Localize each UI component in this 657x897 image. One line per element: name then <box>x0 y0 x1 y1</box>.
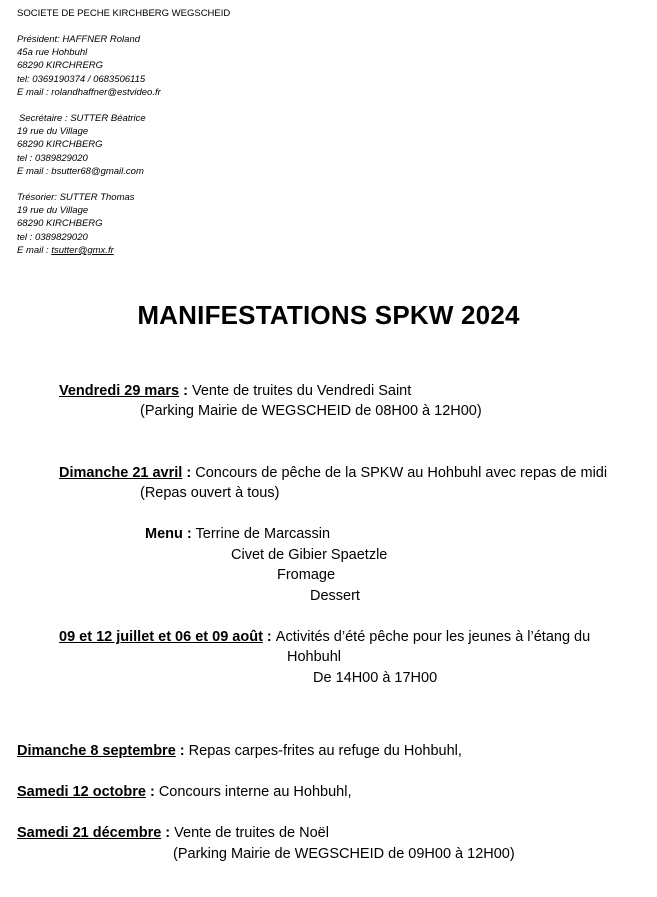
event-line <box>17 741 462 761</box>
event-line <box>59 381 411 401</box>
event-separator: : <box>179 383 192 399</box>
treasurer-tel: tel : 0389829020 <box>17 231 88 243</box>
president-block <box>17 33 161 99</box>
event-detail: (Parking Mairie de WEGSCHEID de 09H00 à 12H00) <box>173 846 515 862</box>
event-line <box>17 782 351 802</box>
event-text: Concours interne au Hohbuhl, <box>158 784 352 800</box>
treasurer-role: Trésorier: SUTTER Thomas <box>17 192 135 203</box>
menu-item: Terrine de Marcassin <box>195 526 331 542</box>
event-text: Concours de pêche de la SPKW au Hohbuhl avec repas de midi <box>195 465 608 481</box>
menu-row <box>145 524 330 544</box>
event-separator: : <box>262 629 276 645</box>
event-text: Repas carpes-frites au refuge du Hohbuhl, <box>188 743 462 759</box>
event-line <box>17 823 329 843</box>
event-date: Dimanche 21 avril <box>59 465 183 481</box>
menu-item: Fromage <box>277 567 336 583</box>
event-line <box>59 463 607 483</box>
event-detail: (Parking Mairie de WEGSCHEID de 08H00 à 12H00) <box>140 403 482 419</box>
secretary-email: E mail : bsutter68@gmail.com <box>17 165 144 177</box>
event-date: Dimanche 8 septembre <box>17 743 176 759</box>
event-date: Vendredi 29 mars <box>59 383 180 399</box>
event-detail: Hohbuhl <box>287 649 342 665</box>
president-tel: tel: 0369190374 / 0683506115 <box>17 73 146 85</box>
event-separator: : <box>175 743 189 759</box>
secretary-tel: tel : 0389829020 <box>17 152 88 164</box>
event-separator: : <box>182 465 196 481</box>
org-name: SOCIETE DE PECHE KIRCHBERG WEGSCHEID <box>17 8 231 19</box>
president-street: 45a rue Hohbuhl <box>17 47 88 59</box>
secretary-city: 68290 KIRCHBERG <box>17 139 103 151</box>
event-line <box>59 627 590 647</box>
event-detail: (Repas ouvert à tous) <box>140 485 280 501</box>
page-title: MANIFESTATIONS SPKW 2024 <box>137 300 520 330</box>
event-separator: : <box>161 825 175 841</box>
secretary-street: 19 rue du Village <box>17 126 89 138</box>
treasurer-city: 68290 KIRCHBERG <box>17 218 103 230</box>
menu-item: Civet de Gibier Spaetzle <box>231 547 388 563</box>
event-date: 09 et 12 juillet et 06 et 09 août <box>59 629 263 645</box>
event-separator: : <box>145 784 159 800</box>
menu-item: Dessert <box>310 588 360 604</box>
treasurer-block <box>17 191 135 257</box>
event-text: Activités d’été pêche pour les jeunes à l’étang du <box>275 629 591 645</box>
treasurer-email <box>17 244 135 257</box>
event-text: Vente de truites du Vendredi Saint <box>191 383 412 399</box>
treasurer-email-link[interactable]: tsutter@gmx.fr <box>51 244 114 256</box>
president-role: Président: HAFFNER Roland <box>17 34 141 45</box>
treasurer-street: 19 rue du Village <box>17 205 89 217</box>
event-text: Vente de truites de Noël <box>174 825 329 841</box>
president-email: E mail : rolandhaffner@estvideo.fr <box>17 86 161 98</box>
event-detail: De 14H00 à 17H00 <box>313 670 438 686</box>
secretary-role: Secrétaire : SUTTER Béatrice <box>19 113 146 124</box>
treasurer-email-label: E mail : <box>17 244 52 256</box>
event-date: Samedi 21 décembre <box>17 825 162 841</box>
president-city: 68290 KIRCHRERG <box>17 60 104 72</box>
menu-label: Menu : <box>145 526 192 542</box>
secretary-block <box>17 112 146 178</box>
event-date: Samedi 12 octobre <box>17 784 146 800</box>
